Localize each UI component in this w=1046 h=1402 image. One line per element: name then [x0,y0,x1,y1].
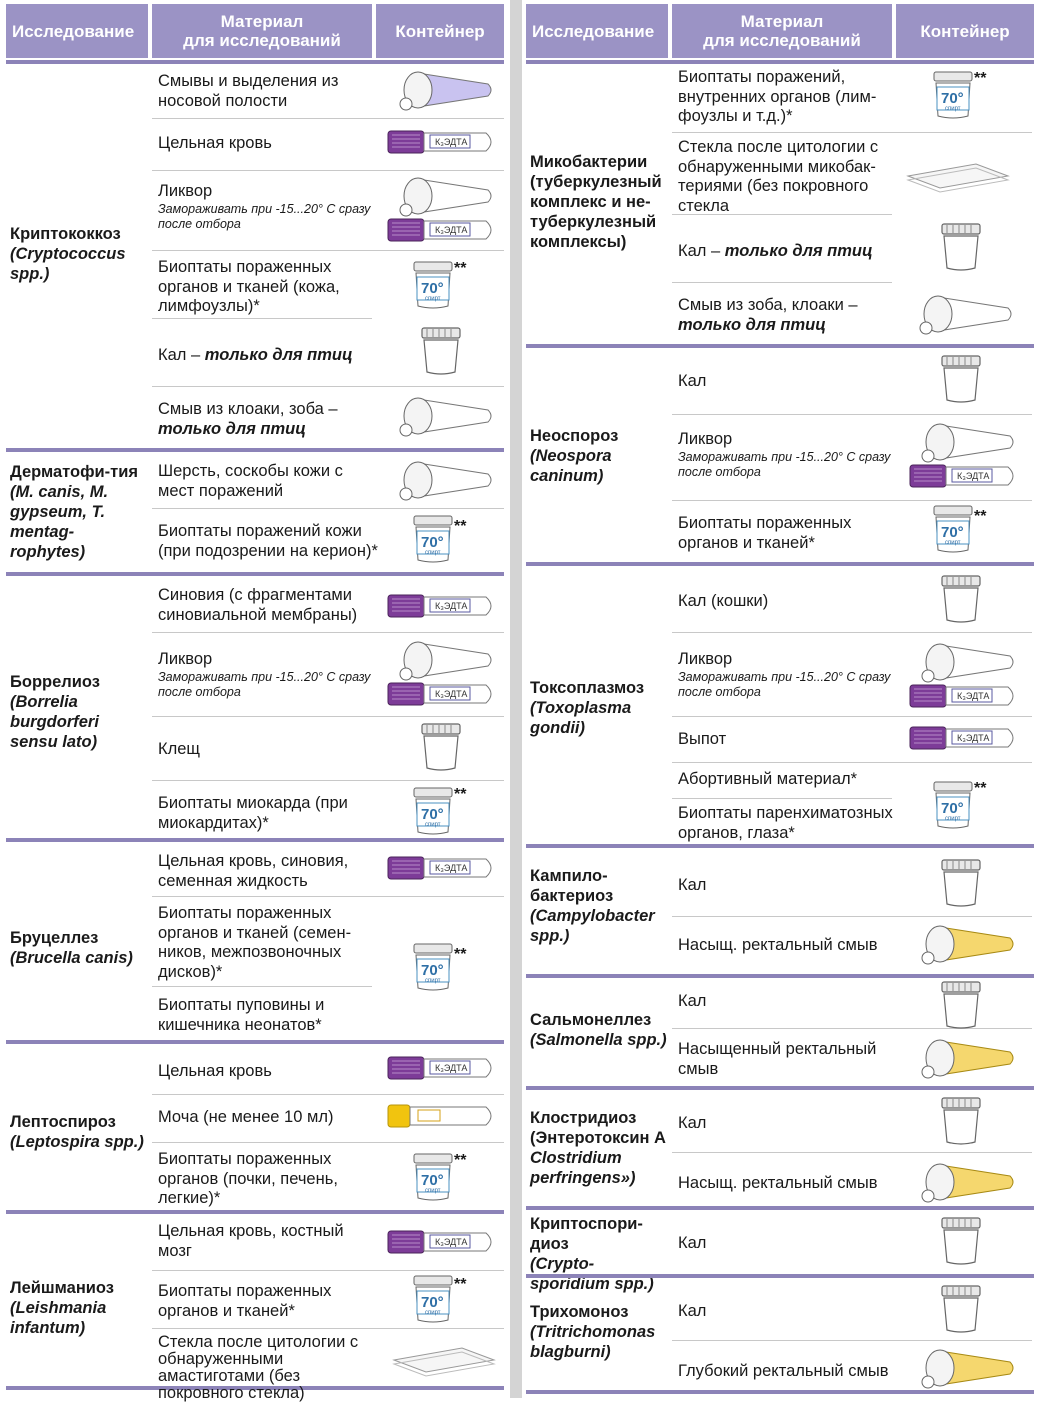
double-star-mark: ** [454,518,467,535]
material-row: Цельная кровь, синовия, семенная жидкость [158,852,349,890]
double-star-mark: ** [454,260,467,277]
group-name: Клостридиоз (Энтеротоксин А Clostridium perfringens») [530,1109,666,1187]
group-clostridiosis [526,1086,1034,1206]
alcohol-jar-icon [410,942,456,994]
material-row: Биоптаты миокарда (при миокардитах)* [158,794,348,832]
material-row: Биоптаты пораженных органов и тканей (кожа, лимфоузлы)* [158,258,340,315]
material-row: Кал [678,992,707,1010]
svg-text:70°: 70° [421,962,444,979]
specimen-cup-icon [938,1096,984,1148]
alcohol-jar-icon [410,260,456,312]
group-name: Сальмонеллез (Salmonella spp.) [530,1011,667,1049]
double-star-mark: ** [454,946,467,963]
header-study: Исследование [6,4,148,58]
material-row: Ликвор Замораживать при -15...20° С сразу после отбора [678,430,891,479]
group-name: Криптоспори-диоз (Crypto-sporidium spp.) [530,1215,654,1293]
edta-tube-icon [386,592,498,620]
svg-text:К₃ЭДТА: К₃ЭДТА [435,863,468,873]
group-leptospirosis [6,1040,504,1210]
alcohol-jar-icon [410,1274,456,1326]
material-row: Смыв из зоба, клоаки – только для птиц [678,296,858,334]
svg-text:К₃ЭДТА: К₃ЭДТА [435,601,468,611]
material-row: Кал – только для птиц [158,346,353,364]
conical-tube-icon [396,456,500,506]
edta-tube-icon [386,1054,498,1082]
svg-text:спирт: спирт [945,106,961,112]
material-row: Биоптаты пораженных органов и тканей* [158,1282,332,1320]
header-study: Исследование [526,4,668,58]
svg-text:70°: 70° [421,280,444,297]
material-row: Кал [678,1114,707,1132]
conical-tube-icon [396,392,500,442]
group-toxoplasmosis [526,562,1034,844]
glass-slide-icon [906,154,1012,196]
swab-tube-icon [918,1034,1022,1084]
alcohol-jar-icon [930,504,976,556]
double-star-mark: ** [454,1152,467,1169]
swab-tube-icon [918,920,1022,970]
group-name: Криптококкоз (Cryptococcus spp.) [10,225,126,283]
header-material: Материал для исследований [672,4,892,58]
material-row: Кал (кошки) [678,592,769,610]
material-row: Биоптаты поражений кожи (при подозрении на керион)* [158,522,378,560]
specimen-cup-icon [938,858,984,910]
group-trichomoniasis [526,1274,1034,1394]
edta-tube-icon [908,682,1020,710]
material-row: Шерсть, соскобы кожи с мест поражений [158,462,343,500]
material-row: Стекла после цитологии с обнаруженными микобак-териями (без покровного стекла [678,138,879,215]
urine-tube-icon [386,1102,498,1130]
svg-text:70°: 70° [421,806,444,823]
material-row: Синовия (с фрагментами синовиальной мембраны) [158,586,358,624]
header-container: Контейнер [376,4,504,58]
material-row: Абортивный материал* [678,770,858,788]
alcohol-jar-icon [930,780,976,832]
material-row: Кал [678,1302,707,1320]
svg-text:К₃ЭДТА: К₃ЭДТА [435,137,468,147]
group-cryptococcosis [6,60,504,448]
group-name: Лейшманиоз (Leishmania infantum) [10,1279,114,1337]
group-name: Неоспороз (Neospora caninum) [530,427,619,485]
material-row: Кал [678,1234,707,1252]
alcohol-jar-icon [930,70,976,122]
group-name: Кампило-бактериоз (Campylobacter spp.) [530,867,655,945]
group-neosporosis [526,344,1034,562]
edta-tube-icon [386,680,498,708]
edta-tube-icon [386,128,498,156]
svg-text:70°: 70° [941,800,964,817]
material-row: Кал [678,372,707,390]
alcohol-jar-icon [410,786,456,838]
edta-tube-icon [908,724,1020,752]
conical-tube-icon [918,418,1022,468]
material-row: Ликвор Замораживать при -15...20° С сразу после отбора [158,650,371,699]
svg-text:спирт: спирт [425,296,441,302]
svg-text:К₃ЭДТА: К₃ЭДТА [957,471,990,481]
svg-text:К₃ЭДТА: К₃ЭДТА [957,733,990,743]
group-borreliosis [6,572,504,838]
material-row: Биоптаты поражений, внутренних органов (лим-фоузлы и т.д.)* [678,68,877,125]
specimen-cup-icon [418,722,464,774]
group-leishmaniasis [6,1210,504,1402]
group-name: Дерматофи-тия (M. canis, M. gypseum, T. mentag-rophytes) [10,463,139,561]
material-row: Насыщ. ректальный смыв [678,1174,878,1192]
material-row: Смыв из клоаки, зоба – только для птиц [158,400,338,438]
svg-text:спирт: спирт [945,816,961,822]
swab-tube-icon [918,1158,1022,1208]
svg-text:70°: 70° [421,1172,444,1189]
material-row: Биоптаты пуповины и кишечника неонатов* [158,996,325,1034]
material-row: Цельная кровь [158,134,272,152]
svg-text:К₃ЭДТА: К₃ЭДТА [435,689,468,699]
conical-tube-icon [396,636,500,686]
group-name: Микобактерии (туберкулезный комплекс и не-туберкулезный комплексы) [530,153,662,251]
svg-text:спирт: спирт [425,1310,441,1316]
alcohol-jar-icon [410,1152,456,1204]
svg-text:70°: 70° [941,524,964,541]
material-row: Насыщ. ректальный смыв [678,936,878,954]
group-salmonellosis [526,974,1034,1086]
double-star-mark: ** [974,508,987,525]
svg-text:спирт: спирт [425,822,441,828]
svg-text:спирт: спирт [425,550,441,556]
material-row: Выпот [678,730,727,748]
group-brucellosis [6,838,504,1040]
svg-text:70°: 70° [421,1294,444,1311]
svg-text:К₃ЭДТА: К₃ЭДТА [435,225,468,235]
left-column [6,4,504,1402]
double-star-mark: ** [974,780,987,797]
glass-slide-icon [392,1338,498,1380]
svg-text:К₃ЭДТА: К₃ЭДТА [435,1237,468,1247]
double-star-mark: ** [974,70,987,87]
group-name: Боррелиоз (Borrelia burgdorferi sensu lato) [10,673,100,751]
material-row: Стекла после цитологии с обнаруженными амастиготами (без покровного стекла) [158,1333,359,1402]
header-material: Материал для исследований [152,4,372,58]
alcohol-jar-icon [410,514,456,566]
svg-text:спирт: спирт [945,540,961,546]
material-row: Цельная кровь, костный мозг [158,1222,344,1260]
svg-text:К₃ЭДТА: К₃ЭДТА [957,691,990,701]
double-star-mark: ** [454,786,467,803]
material-row: Насыщенный ректальный смыв [678,1040,877,1078]
material-row: Кал – только для птиц [678,242,873,260]
material-row: Ликвор Замораживать при -15...20° С сразу после отбора [678,650,891,699]
specimen-cup-icon [418,326,464,378]
group-name: Трихомоноз (Tritrichomonas blagburni) [530,1303,656,1361]
material-row: Моча (не менее 10 мл) [158,1108,334,1126]
table-header [6,4,504,58]
right-column [526,4,1034,1394]
edta-tube-icon [386,854,498,882]
group-cryptosporidiosis [526,1206,1034,1293]
material-row: Биоптаты пораженных органов (почки, печень, легкие)* [158,1150,338,1207]
header-container: Контейнер [896,4,1034,58]
specimen-cup-icon [938,1284,984,1336]
column-divider [510,0,522,1398]
material-row: Клещ [158,740,200,758]
group-name: Токсоплазмоз (Toxoplasma gondii) [530,679,645,737]
specimen-cup-icon [938,354,984,406]
conical-tube-icon [396,172,500,222]
material-row: Кал [678,876,707,894]
edta-tube-icon [386,1228,498,1256]
edta-tube-icon [386,216,498,244]
conical-tube-icon [918,638,1022,688]
table-header [526,4,1034,58]
specimen-cup-icon [938,980,984,1032]
material-row: Биоптаты паренхиматозных органов, глаза* [678,804,893,842]
svg-text:К₃ЭДТА: К₃ЭДТА [435,1063,468,1073]
material-row: Биоптаты пораженных органов и тканей (семен-ников, межпозвоночных дисков)* [158,904,352,981]
group-mycobacteria [526,60,1034,344]
svg-text:спирт: спирт [425,978,441,984]
swab-tube-icon [918,1344,1022,1394]
group-dermatophytosis [6,448,504,572]
specimen-cup-icon [938,222,984,274]
specimen-cup-icon [938,1216,984,1268]
specimen-cup-icon [938,574,984,626]
double-star-mark: ** [454,1276,467,1293]
material-row: Цельная кровь [158,1062,272,1080]
material-row: Смывы и выделения из носовой полости [158,72,339,110]
svg-text:70°: 70° [421,534,444,551]
svg-text:70°: 70° [941,90,964,107]
conical-tube-icon [916,290,1020,340]
svg-text:спирт: спирт [425,1188,441,1194]
material-row: Глубокий ректальный смыв [678,1362,889,1380]
edta-tube-icon [908,462,1020,490]
group-name: Лептоспироз (Leptospira spp.) [10,1113,144,1151]
group-name: Бруцеллез (Brucella canis) [10,929,133,967]
material-row: Ликвор Замораживать при -15...20° С сразу после отбора [158,182,371,231]
conical-tube-icon [396,66,500,116]
group-campylobacteriosis [526,844,1034,974]
material-row: Биоптаты пораженных органов и тканей* [678,514,852,552]
